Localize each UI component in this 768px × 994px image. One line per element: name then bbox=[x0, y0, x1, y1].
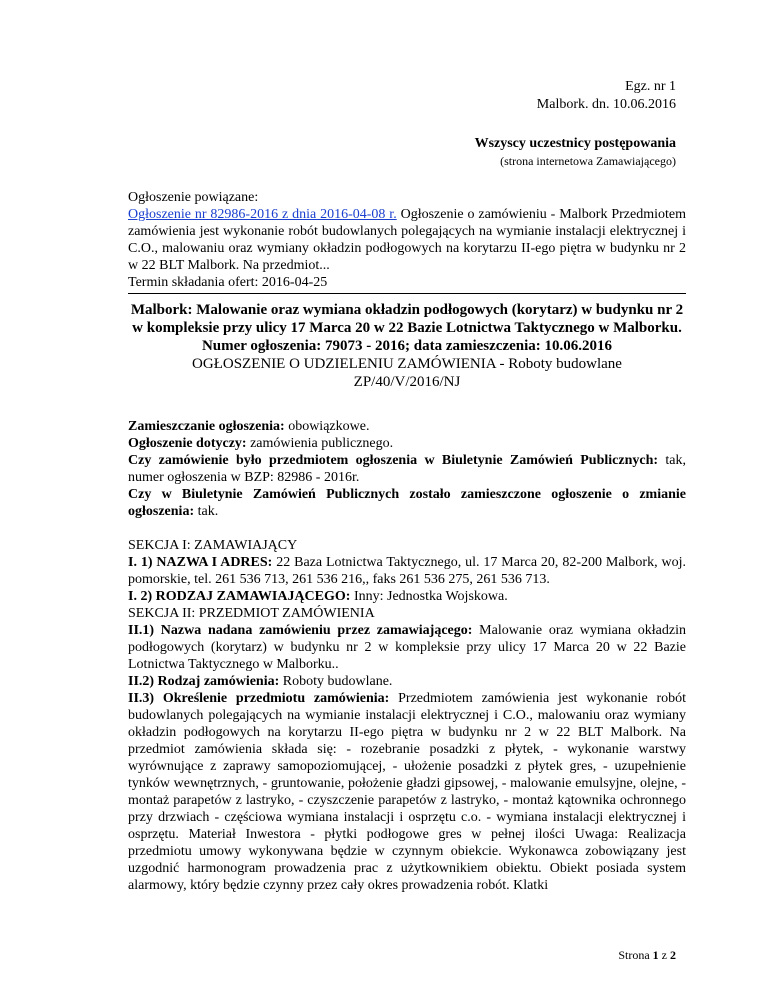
recipients-note: (strona internetowa Zamawiającego) bbox=[500, 154, 676, 168]
meta-line-3: Czy zamówienie było przedmiotem ogłoszenia w Biuletynie Zamówień Publicznych: tak, numer ogłoszenia w BZP: 82986 - 2016r. bbox=[128, 453, 686, 485]
title-number: Numer ogłoszenia: 79073 - 2016; data zamieszczenia: 10.06.2016 bbox=[201, 338, 613, 354]
section-ii2: II.2) Rodzaj zamówienia: Roboty budowlane. bbox=[128, 674, 393, 689]
meta-line-2: Ogłoszenie dotyczy: zamówienia publicznego. bbox=[128, 436, 394, 451]
related-notice bbox=[128, 189, 686, 291]
meta-line-4: Czy w Biuletynie Zamówień Publicznych zostało zamieszczone ogłoszenie o zmianie ogłoszenia: tak. bbox=[128, 487, 686, 519]
notice-title bbox=[128, 301, 686, 391]
recipients: Wszyscy uczestnicy postępowania bbox=[474, 136, 676, 151]
sections-block bbox=[128, 537, 686, 894]
title-main: Malbork: Malowanie oraz wymiana okładzin podłogowych (korytarz) w budynku nr 2 w kompleksie przy ulicy 17 Marca 20 w 22 Bazie Lotnictwa Taktycznego w Malborku. bbox=[130, 302, 684, 336]
title-type: OGŁOSZENIE O UDZIELENIU ZAMÓWIENIA - Roboty budowlane bbox=[192, 356, 622, 372]
copy-number: Egz. nr 1 bbox=[625, 79, 676, 94]
section-ii3: II.3) Określenie przedmiotu zamówienia: Przedmiotem zamówienia jest wykonanie robót budowlanych polegających na wymianie instalacji elektrycznej i C.O., malowaniu oraz wymiany okładzin podłogowych na korytarzu II-ego piętra w budynku nr 2 w 22 BLT Malbork. Na przedmiot zamówienia składa się: - rozebranie posadzki z płytek, - wykonanie warstwy wyrównujące z zaprawy samopoziomującej, - ułożenie posadzki z płytek gres, - uzupełnienie tynków wewnętrznych, - gruntowanie, położenie gładzi gipsowej, - malowanie emulsyjne, olejne, - montaż parapetów z lastryko, - czyszczenie parapetów z lastryko, - montaż kątownika ochronnego przy drzwiach - częściowa wymiana instalacji i osprzętu c.o. - wymiana instalacji elektrycznej i osprzętu. Materiał Inwestora - płytki podłogowe gres w pełnej ilości Uwaga: Realizacja przedmiotu umowy wykonywana będzie w czynnym obiekcie. Wykonawca zobowiązany jest uzgodnić harmonogram prowadzenia prac z użytkownikiem obiektu. Obiekt posiada system alarmowy, który będzie czynny przez cały okres prowadzenia robót. Klatki bbox=[128, 691, 686, 893]
section-1-heading: SEKCJA I: ZAMAWIAJĄCY bbox=[128, 538, 298, 553]
page-footer: Strona 1 z 2 bbox=[618, 948, 676, 962]
meta-block bbox=[128, 418, 686, 520]
section-i2: I. 2) RODZAJ ZAMAWIAJĄCEGO: Inny: Jednostka Wojskowa. bbox=[128, 589, 508, 604]
total-pages: 2 bbox=[670, 948, 676, 962]
current-page: 1 bbox=[652, 948, 659, 962]
related-deadline: Termin składania ofert: 2016-04-25 bbox=[128, 275, 328, 290]
section-ii1: II.1) Nazwa nadana zamówieniu przez zamawiającego: Malowanie oraz wymiana okładzin podłogowych (korytarz) w budynku nr 2 w kompleksie przy ulicy 17 Marca 20 w 22 Bazie Lotnictwa Taktycznego w Malborku.. bbox=[128, 623, 686, 672]
section-2-heading: SEKCJA II: PRZEDMIOT ZAMÓWIENIA bbox=[128, 606, 375, 621]
meta-line-1: Zamieszczanie ogłoszenia: obowiązkowe. bbox=[128, 419, 370, 434]
divider bbox=[128, 293, 686, 294]
related-link[interactable]: Ogłoszenie nr 82986-2016 z dnia 2016-04-08 r. bbox=[128, 207, 397, 222]
related-label: Ogłoszenie powiązane: bbox=[128, 190, 259, 205]
title-ref: ZP/40/V/2016/NJ bbox=[353, 374, 461, 390]
place-date: Malbork. dn. 10.06.2016 bbox=[536, 97, 676, 112]
related-text: Ogłoszenie nr 82986-2016 z dnia 2016-04-08 r. Ogłoszenie o zamówieniu - Malbork Przedmiotem zamówienia jest wykonanie robót budowlanych polegających na wymianie instalacji elektrycznej i C.O., malowaniu oraz wymiany okładzin podłogowych na korytarzu II-ego piętra w budynku nr 2 w 22 BLT Malbork. Na przedmiot... bbox=[128, 207, 686, 273]
section-i1: I. 1) NAZWA I ADRES: 22 Baza Lotnictwa Taktycznego, ul. 17 Marca 20, 82-200 Malbork, woj. pomorskie, tel. 261 536 713, 261 536 216,, faks 261 536 275, 261 536 713. bbox=[128, 555, 686, 587]
